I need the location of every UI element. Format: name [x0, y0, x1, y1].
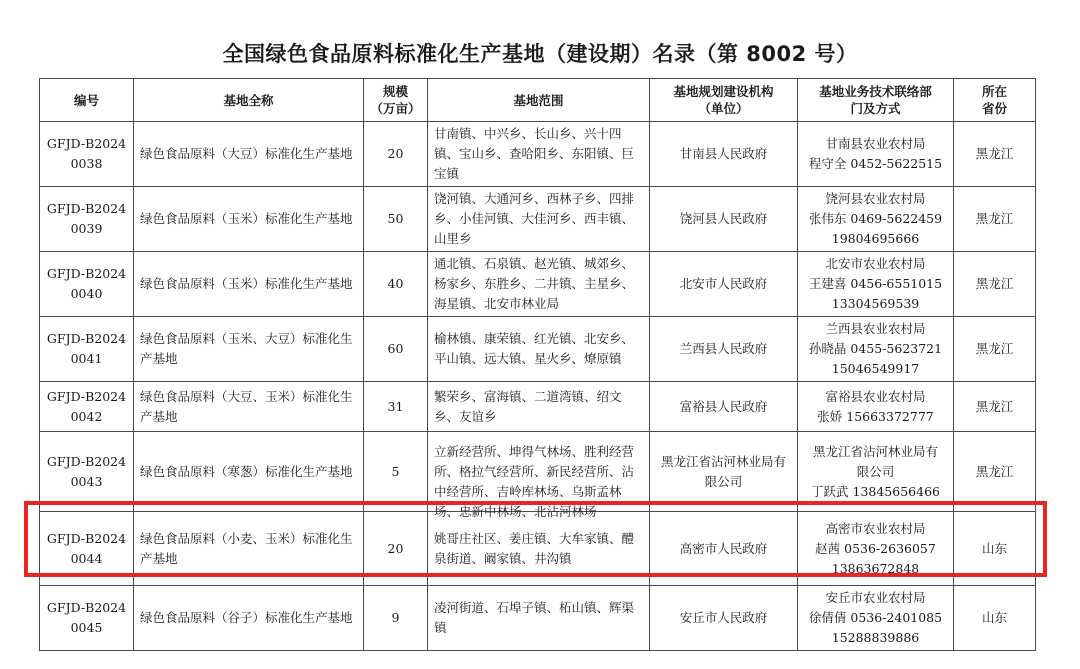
cell-code: GFJD-B2024 0039: [40, 187, 134, 252]
cell-province: 山东: [954, 512, 1036, 586]
cell-contact: 饶河县农业农村局 张伟东 0469-5622459 19804695666: [798, 187, 954, 252]
cell-org: 甘南县人民政府: [650, 122, 798, 187]
cell-scale: 31: [364, 382, 428, 432]
cell-org: 富裕县人民政府: [650, 382, 798, 432]
cell-org: 北安市人民政府: [650, 252, 798, 317]
cell-name: 绿色食品原料（谷子）标准化生产基地: [134, 586, 364, 651]
cell-name: 绿色食品原料（玉米、大豆）标准化生产基地: [134, 317, 364, 382]
cell-scope: [428, 432, 650, 519]
cell-name: 绿色食品原料（寒葱）标准化生产基地: [134, 432, 364, 512]
cell-province: 黑龙江: [954, 382, 1036, 432]
cell-scope: 榆林镇、康荣镇、红光镇、北安乡、平山镇、远大镇、星火乡、燎原镇: [428, 317, 650, 382]
cell-name: 绿色食品原料（玉米）标准化生产基地: [134, 252, 364, 317]
cell-contact: 甘南县农业农村局 程守全 0452-5622515: [798, 122, 954, 187]
cell-province: 黑龙江: [954, 252, 1036, 317]
cell-scale: 9: [364, 586, 428, 651]
document-title: 全国绿色食品原料标准化生产基地（建设期）名录（第 8002 号）: [222, 42, 858, 66]
cell-code: GFJD-B2024 0040: [40, 252, 134, 317]
cell-scale: 60: [364, 317, 428, 382]
cell-name: 绿色食品原料（小麦、玉米）标准化生产基地: [134, 512, 364, 586]
cell-org: 兰西县人民政府: [650, 317, 798, 382]
cell-scale: 20: [364, 512, 428, 586]
cell-code: GFJD-B2024 0041: [40, 317, 134, 382]
table-row-highlighted: [40, 512, 1036, 586]
table-row: [40, 382, 1036, 432]
table-row: [40, 432, 1036, 512]
cell-scope: 姚哥庄社区、姜庄镇、大牟家镇、醴泉街道、阚家镇、井沟镇: [428, 512, 650, 586]
header-code: 编号: [40, 79, 134, 122]
table-row: [40, 586, 1036, 651]
cell-code: GFJD-B2024 0045: [40, 586, 134, 651]
cell-province: 黑龙江: [954, 432, 1036, 512]
header-province: 所在 省份: [954, 79, 1036, 122]
cell-code: GFJD-B2024 0038: [40, 122, 134, 187]
table-row: [40, 317, 1036, 382]
table-row: [40, 252, 1036, 317]
cell-scope: 饶河镇、大通河乡、西林子乡、四排乡、小佳河镇、大佳河乡、西丰镇、山里乡: [428, 187, 650, 252]
header-org: 基地规划建设机构 （单位）: [650, 79, 798, 122]
header-contact: 基地业务技术联络部 门及方式: [798, 79, 954, 122]
cell-scope: 甘南镇、中兴乡、长山乡、兴十四镇、宝山乡、查哈阳乡、东阳镇、巨宝镇: [428, 122, 650, 187]
cell-org: 安丘市人民政府: [650, 586, 798, 651]
cell-code: GFJD-B2024 0044: [40, 512, 134, 586]
base-directory-table: [39, 78, 1036, 651]
cell-scale: 5: [364, 432, 428, 512]
cell-code: GFJD-B2024 0042: [40, 382, 134, 432]
cell-province: 山东: [954, 586, 1036, 651]
header-scope: 基地范围: [428, 79, 650, 122]
cell-scale: 40: [364, 252, 428, 317]
cell-scale: 50: [364, 187, 428, 252]
cell-code: GFJD-B2024 0043: [40, 432, 134, 512]
cell-scale: 20: [364, 122, 428, 187]
cell-scope: 凌河街道、石埠子镇、柘山镇、辉渠镇: [428, 586, 650, 651]
cell-province: 黑龙江: [954, 317, 1036, 382]
cell-contact: 兰西县农业农村局 孙晓晶 0455-5623721 15046549917: [798, 317, 954, 382]
cell-contact: 富裕县农业农村局 张娇 15663372777: [798, 382, 954, 432]
cell-org: 高密市人民政府: [650, 512, 798, 586]
cell-name: 绿色食品原料（大豆）标准化生产基地: [134, 122, 364, 187]
scope-clipped-text: 立新经营所、坤得气林场、胜利经营所、格拉气经营所、新民经营所、沾中经营所、吉岭库林场、乌斯孟林场、忠新中林场、北沾河林场: [434, 443, 635, 519]
table-row: [40, 187, 1036, 252]
cell-contact: 安丘市农业农村局 徐倩倩 0536-2401085 15288839886: [798, 586, 954, 651]
cell-name: 绿色食品原料（大豆、玉米）标准化生产基地: [134, 382, 364, 432]
header-scale: 规模 （万亩）: [364, 79, 428, 122]
cell-scope: 繁荣乡、富海镇、二道湾镇、绍文乡、友谊乡: [428, 382, 650, 432]
cell-contact: 黑龙江省沾河林业局有 限公司 丁跃武 13845656466: [798, 432, 954, 512]
cell-contact: 北安市农业农村局 王建喜 0456-6551015 13304569539: [798, 252, 954, 317]
cell-org: 饶河县人民政府: [650, 187, 798, 252]
cell-name: 绿色食品原料（玉米）标准化生产基地: [134, 187, 364, 252]
cell-contact: 高密市农业农村局 赵茜 0536-2636057 13863672848: [798, 512, 954, 586]
cell-scope: 通北镇、石泉镇、赵光镇、城郊乡、杨家乡、东胜乡、二井镇、主星乡、海星镇、北安市林业局: [428, 252, 650, 317]
header-name: 基地全称: [134, 79, 364, 122]
cell-org: 黑龙江省沾河林业局有限公司: [650, 432, 798, 512]
cell-province: 黑龙江: [954, 122, 1036, 187]
table-row: [40, 122, 1036, 187]
cell-province: 黑龙江: [954, 187, 1036, 252]
table-header-row: [40, 79, 1036, 122]
